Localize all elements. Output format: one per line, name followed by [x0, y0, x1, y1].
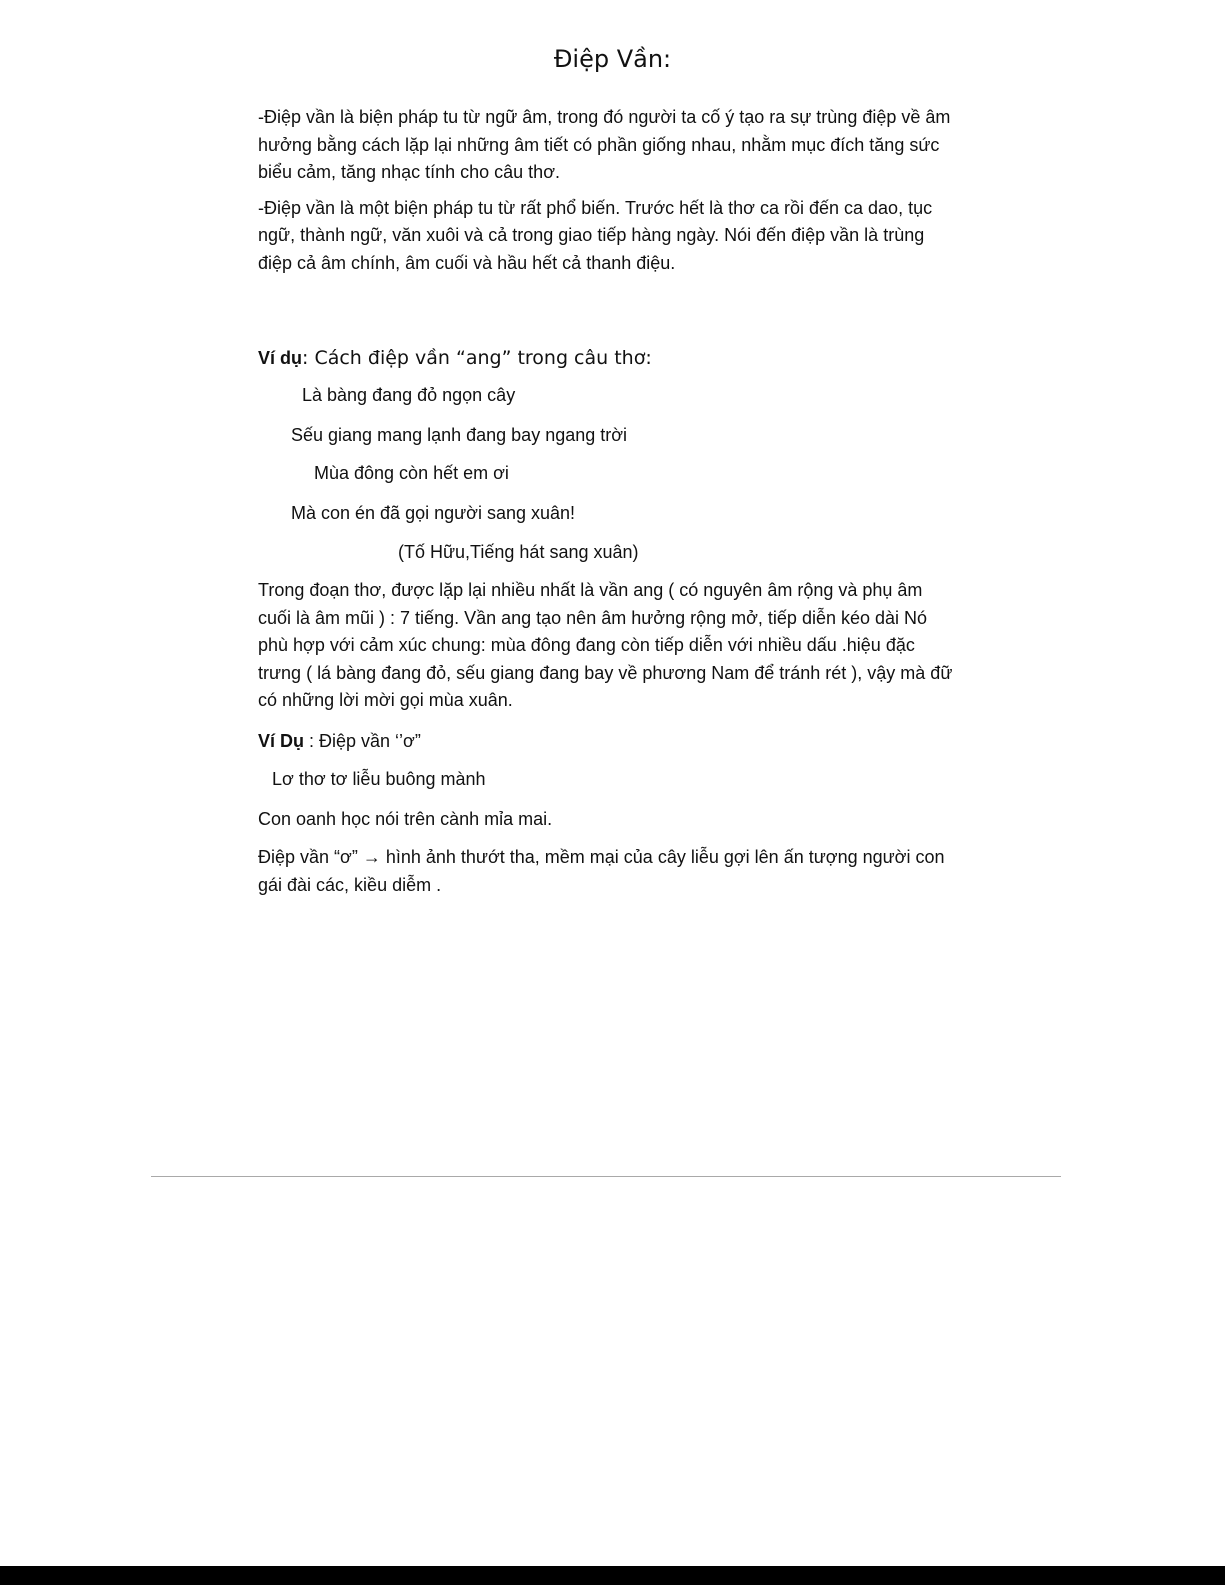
- example-2-poem-line-2: Con oanh học nói trên cành mỉa mai.: [258, 809, 553, 829]
- example-2-poem-line-1: Lơ thơ tơ liễu buông mành: [272, 769, 486, 789]
- example-1-source: (Tố Hữu,Tiếng hát sang xuân): [398, 542, 639, 562]
- bottom-edge-bar: [0, 1566, 1225, 1585]
- definition-paragraph-1: -Điệp vần là biện pháp tu từ ngữ âm, trong đó người ta cố ý tạo ra sự trùng điệp về âm hưởng bằng cách lặp lại những âm tiết có phần giống nhau, nhằm mục đích tăng sức biểu cảm, tăng nhạc tính cho câu thơ.: [258, 107, 951, 182]
- definition-paragraph-2: -Điệp vần là một biện pháp tu từ rất phổ biến. Trước hết là thơ ca rồi đến ca dao, tục ngữ, thành ngữ, văn xuôi và cả trong giao tiếp hàng ngày. Nói đến điệp vần là trùng điệp cả âm chính, âm cuối và hầu hết cả thanh điệu.: [258, 197, 933, 273]
- page-title: Điệp Vần:: [553, 45, 672, 73]
- example-1-poem-line-1: Là bàng đang đỏ ngọn cây: [302, 385, 516, 405]
- page-divider: [151, 1176, 1061, 1177]
- example-1-poem-line-3: Mùa đông còn hết em ơi: [314, 463, 509, 483]
- example-2-text: : Điệp vần ‘’ơ”: [304, 731, 421, 751]
- example-1-label: Ví dụ: [258, 348, 302, 368]
- example-1-heading: [258, 343, 958, 373]
- example-2-label: Ví Dụ: [258, 731, 305, 751]
- example-1-text: : Cách điệp vần “ang” trong câu thơ:: [302, 347, 652, 369]
- example-1-analysis: Trong đoạn thơ, được lặp lại nhiều nhất là vần ang ( có nguyên âm rộng và phụ âm cuối là âm mũi ) : 7 tiếng. Vần ang tạo nên âm hưởng rộng mở, tiếp diễn kéo dài Nó phù hợp với cảm xúc chung: mùa đông đang còn tiếp diễn với nhiều dấu .hiệu đặc trưng ( lá bàng đang đỏ, sếu giang đang bay về phương Nam để tránh rét ), vậy mà đữ có những lời mời gọi mùa xuân.: [258, 580, 953, 710]
- example-2-analysis: Điệp vần “ơ” → hình ảnh thướt tha, mềm mại của cây liễu gợi lên ấn tượng người con gái đài các, kiều diễm .: [258, 847, 945, 895]
- example-2-heading: [258, 728, 421, 754]
- definition-section: [258, 104, 958, 277]
- example-1-poem-line-4: Mà con én đã gọi người sang xuân!: [291, 503, 576, 523]
- example-1-poem-line-2: Sếu giang mang lạnh đang bay ngang trời: [291, 425, 628, 445]
